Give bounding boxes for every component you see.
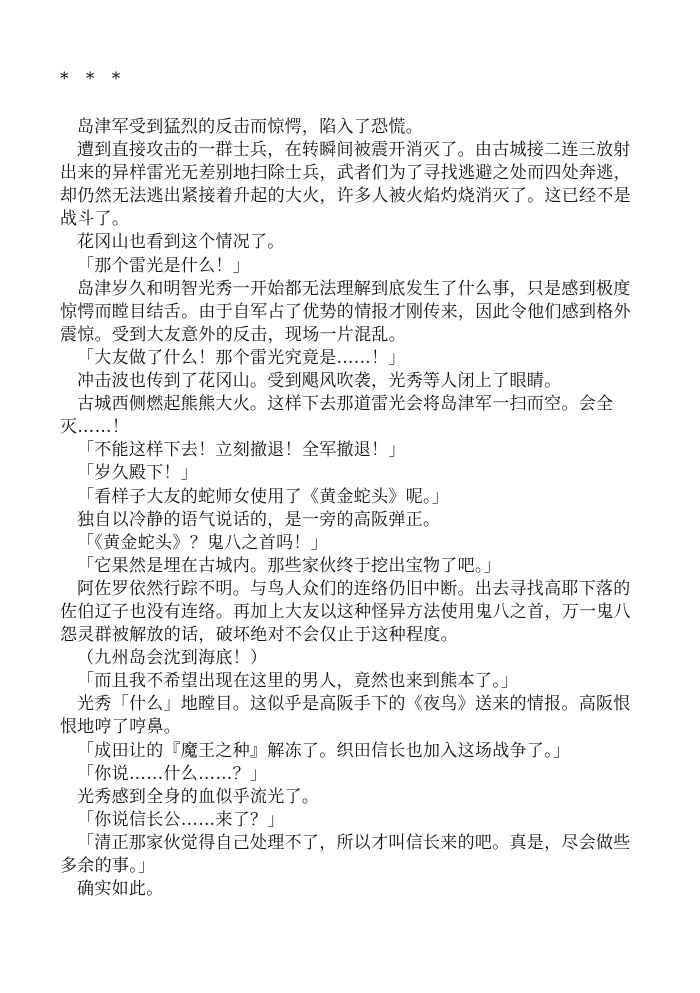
dialogue-line: 「而且我不希望出现在这里的男人，竟然也来到熊本了。」	[77, 671, 519, 692]
paragraph: 确实如此。	[77, 879, 164, 900]
inner-thought-line: （九州岛会沈到海底！）	[77, 648, 268, 669]
paragraph: 独自以冷静的语气说话的，是一旁的高阪弹正。	[77, 509, 441, 530]
dialogue-line: 「不能这样下去！立刻撤退！全军撤退！」	[77, 440, 406, 461]
paragraph: 阿佐罗依然行踪不明。与鸟人众们的连络仍旧中断。出去寻找高耶下落的佐伯辽子也没有连络。再加上大友以这种怪异方法使用鬼八之首，万一鬼八怨灵群被解放的话，破坏绝对不会仅止于这种程度。	[60, 578, 631, 646]
dialogue-line: 「你说信长公……来了？」	[77, 809, 285, 830]
dialogue-line: 「《黄金蛇头》？鬼八之首吗！」	[77, 532, 328, 553]
dialogue-line: 「成田让的『魔王之种』解冻了。织田信长也加入这场战争了。」	[77, 740, 571, 761]
dialogue-line: 「你说……什么……？」	[77, 763, 268, 784]
dialogue-line: 「它果然是埋在古城内。那些家伙终于挖出宝物了吧。」	[77, 555, 501, 576]
dialogue-line: 「那个雷光是什么！」	[77, 255, 250, 276]
paragraph: 光秀「什么」地瞠目。这似乎是高阪手下的《夜鸟》送来的情报。高阪恨恨地哼了哼鼻。	[60, 694, 631, 738]
paragraph: 冲击波也传到了花冈山。受到飓风吹袭，光秀等人闭上了眼睛。	[77, 371, 562, 392]
section-separator: * * *	[60, 69, 127, 89]
dialogue-line: 「看样子大友的蛇师女使用了《黄金蛇头》呢。」	[77, 486, 450, 507]
paragraph: 古城西侧燃起熊熊大火。这样下去那道雷光会将岛津军一扫而空。会全灭……！	[60, 394, 614, 438]
document-page	[60, 68, 632, 901]
dialogue-line: 「大友做了什么！那个雷光究竟是……！」	[77, 347, 406, 368]
paragraph: 光秀感到全身的血似乎流光了。	[77, 786, 320, 807]
paragraph: 花冈山也看到这个情况了。	[77, 232, 285, 253]
dialogue-line: 「岁久殿下！」	[77, 463, 199, 484]
dialogue-line: 「清正那家伙觉得自己处理不了，所以才叫信长来的吧。真是，尽会做些多余的事。」	[60, 832, 631, 876]
paragraph: 岛津军受到猛烈的反击而惊愕，陷入了恐慌。	[77, 117, 423, 137]
paragraph: 岛津岁久和明智光秀一开始都无法理解到底发生了什么事，只是感到极度惊愕而瞠目结舌。由于自军占了优势的情报才刚传来，因此令他们感到格外震惊。受到大友意外的反击，现场一片混乱。	[60, 278, 631, 345]
paragraph: 遭到直接攻击的一群士兵，在转瞬间被震开消灭了。由古城接二连三放射出来的异样雷光无差别地扫除士兵，武者们为了寻找逃避之处而四处奔逃，却仍然无法逃出紧接着升起的大火，许多人被火焰灼烧消灭了。这已经不是战斗了。	[60, 140, 631, 230]
